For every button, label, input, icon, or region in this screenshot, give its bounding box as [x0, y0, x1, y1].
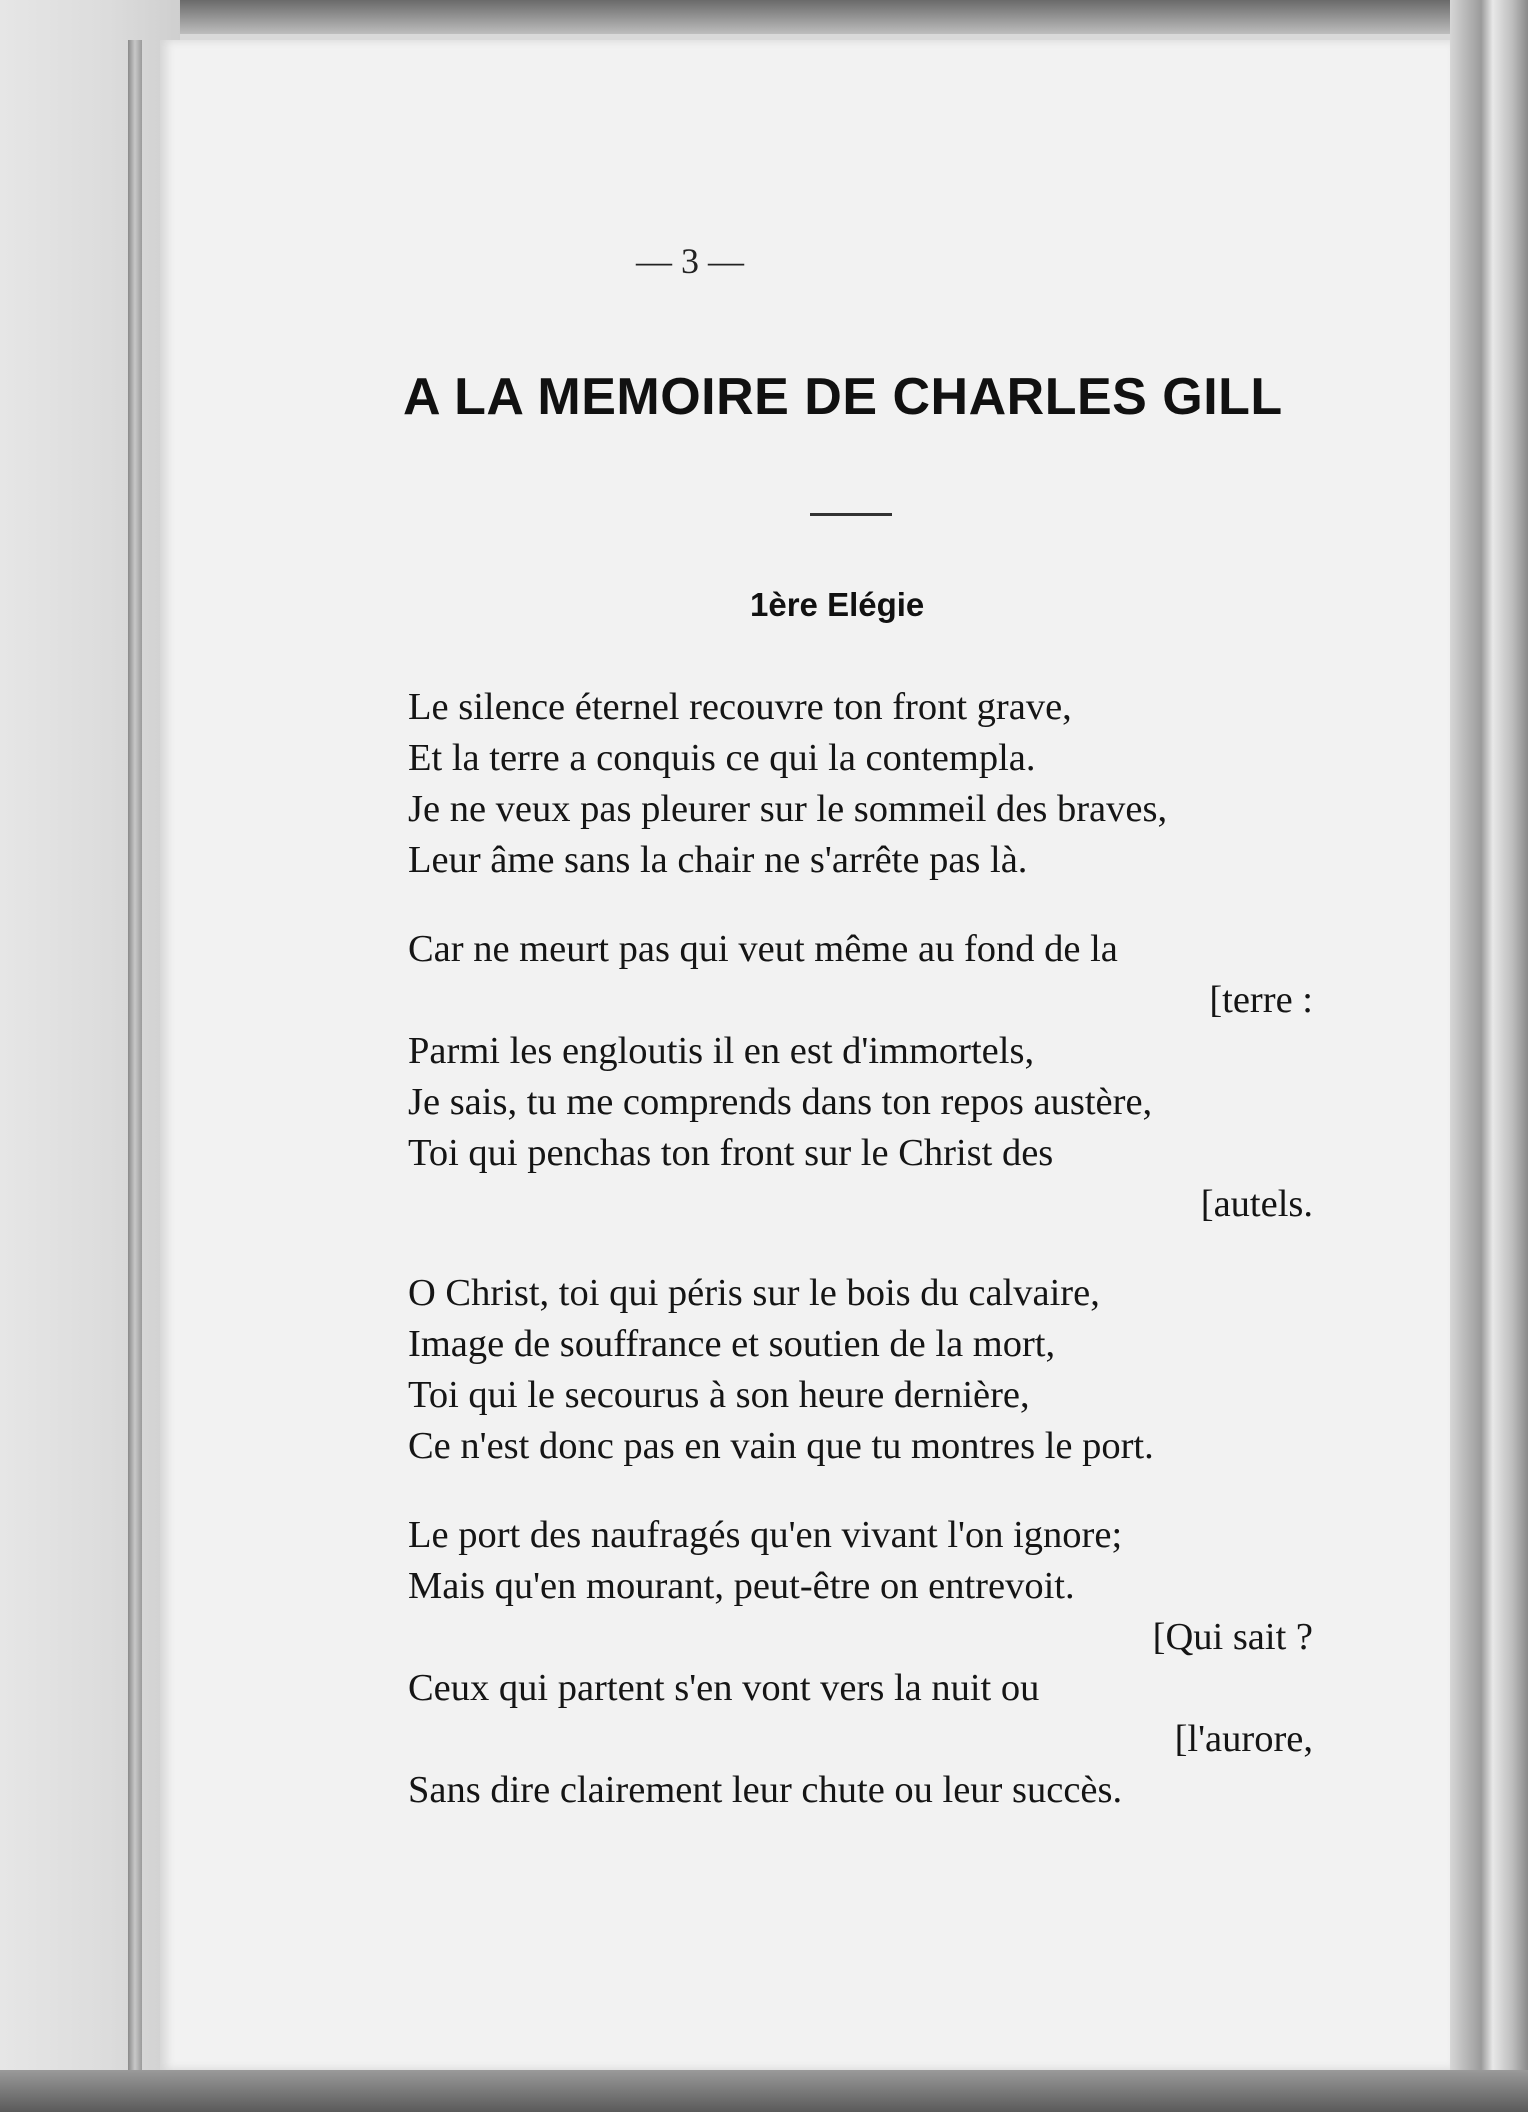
book-binding: [0, 0, 180, 2112]
poem-line: Parmi les engloutis il en est d'immortels,: [408, 1030, 1035, 1072]
stanza: [408, 1510, 1313, 1816]
poem-line-continuation: [l'aurore,: [1174, 1718, 1313, 1760]
poem-line-continuation: [terre :: [1209, 979, 1313, 1021]
poem-line: Sans dire clairement leur chute ou leur succès.: [408, 1769, 1123, 1811]
stanza-gap: [408, 886, 1313, 924]
poem-line: Ce n'est donc pas en vain que tu montres le port.: [408, 1425, 1154, 1467]
stanza: [408, 1268, 1313, 1472]
poem-line: Mais qu'en mourant, peut-être on entrevoit.: [408, 1565, 1075, 1607]
poem-line: Le port des naufragés qu'en vivant l'on ignore;: [408, 1514, 1123, 1556]
stanza-gap: [408, 1230, 1313, 1268]
poem-line: Toi qui le secourus à son heure dernière,: [408, 1374, 1030, 1416]
book-bottom-edge: [0, 2070, 1528, 2112]
poem-line: Car ne meurt pas qui veut même au fond de la: [408, 928, 1118, 970]
poem-line: Image de souffrance et soutien de la mort,: [408, 1323, 1056, 1365]
page-number: — 3 —: [636, 241, 744, 281]
page-title: A LA MEMOIRE DE CHARLES GILL: [403, 368, 1283, 426]
poem-line-continuation: [Qui sait ?: [1152, 1616, 1313, 1658]
title-divider: [810, 513, 892, 516]
poem-subtitle: 1ère Elégie: [750, 586, 925, 623]
poem-line: Toi qui penchas ton front sur le Christ des: [408, 1132, 1054, 1174]
poem-line: Et la terre a conquis ce qui la contempla.: [408, 737, 1036, 779]
poem-body: [408, 682, 1313, 1816]
poem-line: Ceux qui partent s'en vont vers la nuit ou: [408, 1667, 1040, 1709]
book-page: [160, 40, 1450, 2070]
book-top-edge: [0, 0, 1528, 34]
poem-line-continuation: [autels.: [1200, 1183, 1313, 1225]
page-gutter-line: [128, 40, 142, 2070]
poem-line: Je ne veux pas pleurer sur le sommeil des braves,: [408, 788, 1168, 830]
stanza: [408, 924, 1313, 1230]
book-right-edge: [1450, 0, 1528, 2112]
stanza: [408, 682, 1313, 886]
stanza-gap: [408, 1472, 1313, 1510]
poem-line: Le silence éternel recouvre ton front grave,: [408, 686, 1072, 728]
poem-line: O Christ, toi qui péris sur le bois du calvaire,: [408, 1272, 1100, 1314]
poem-line: Leur âme sans la chair ne s'arrête pas là.: [408, 839, 1028, 881]
poem-line: Je sais, tu me comprends dans ton repos austère,: [408, 1081, 1153, 1123]
